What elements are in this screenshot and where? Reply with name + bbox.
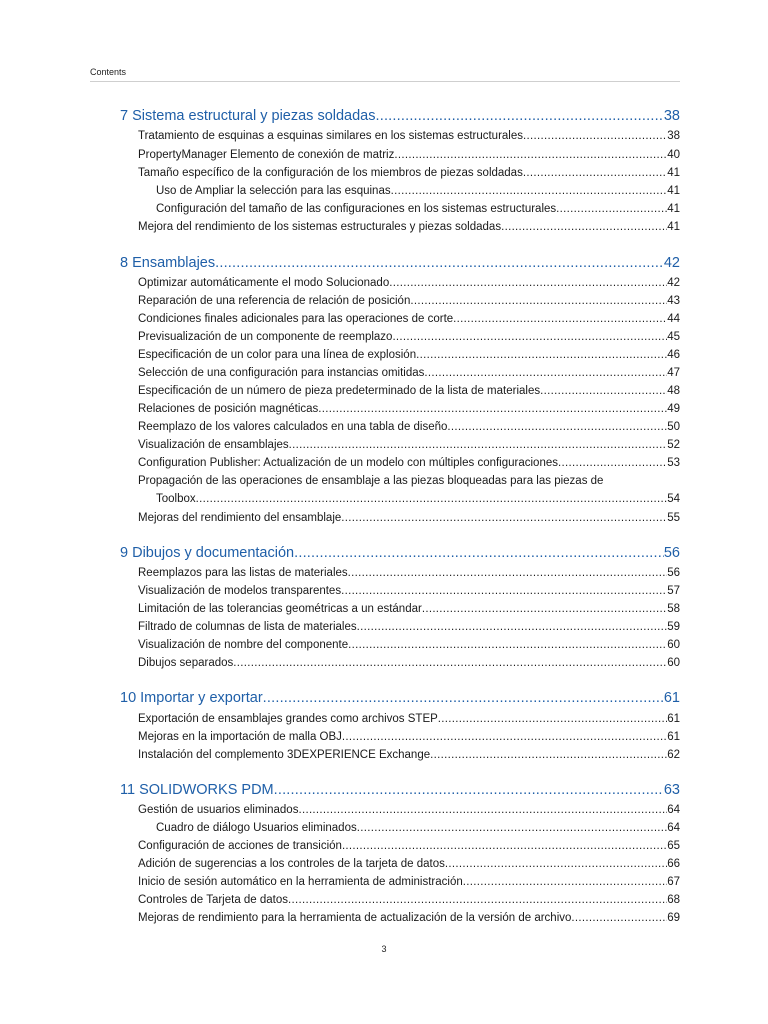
toc-entry[interactable]: Reparación de una referencia de relación de posición ..... 43 — [138, 295, 680, 307]
toc-entry[interactable]: Relaciones de posición magnéticas ..... 49 — [138, 403, 680, 415]
toc-subentry[interactable]: Configuración del tamaño de las configuraciones en los sistemas estructurales ..... 41 — [156, 203, 680, 215]
toc-entry[interactable]: Gestión de usuarios eliminados ..... 64 — [138, 804, 680, 816]
running-header: Contents — [90, 67, 127, 77]
toc-entry[interactable]: PropertyManager Elemento de conexión de matriz ..... 40 — [138, 149, 680, 161]
toc-entry[interactable]: Tamaño específico de la configuración de los miembros de piezas soldadas ..... 41 — [138, 167, 680, 179]
toc-entry[interactable]: Configuración de acciones de transición ..... 65 — [138, 840, 680, 852]
toc-entry[interactable]: Exportación de ensamblajes grandes como archivos STEP ..... 61 — [138, 713, 680, 725]
toc-chapter-8[interactable]: 8 Ensamblajes ..... 42 — [120, 255, 680, 271]
toc-entry[interactable]: Especificación de un número de pieza predeterminado de la lista de materiales ..... 48 — [138, 385, 680, 397]
header-divider — [90, 81, 680, 82]
toc-entry[interactable]: Mejora del rendimiento de los sistemas estructurales y piezas soldadas ..... 41 — [138, 221, 680, 233]
toc-entry[interactable]: Inicio de sesión automático en la herramienta de administración ..... 67 — [138, 876, 680, 888]
toc-entry[interactable]: Dibujos separados ..... 60 — [138, 657, 680, 669]
toc-entry[interactable]: Mejoras del rendimiento del ensamblaje ..... 55 — [138, 512, 680, 524]
toc-entry[interactable]: Reemplazos para las listas de materiales ..... 56 — [138, 567, 680, 579]
toc-entry[interactable]: Limitación de las tolerancias geométricas a un estándar ..... 58 — [138, 603, 680, 615]
toc-entry[interactable]: Optimizar automáticamente el modo Solucionado ..... 42 — [138, 277, 680, 289]
toc-chapter-10[interactable]: 10 Importar y exportar ..... 61 — [120, 690, 680, 706]
toc-entry[interactable]: Toolbox ..... 54 — [156, 493, 680, 505]
toc-subentry[interactable]: Cuadro de diálogo Usuarios eliminados ..... 64 — [156, 822, 680, 834]
toc-entry-wrapped-line[interactable]: Propagación de las operaciones de ensamblaje a las piezas bloqueadas para las piezas de — [138, 475, 604, 487]
toc-entry[interactable]: Tratamiento de esquinas a esquinas similares en los sistemas estructurales ..... 38 — [138, 130, 680, 142]
page-number: 3 — [381, 944, 387, 954]
toc-entry[interactable]: Reemplazo de los valores calculados en una tabla de diseño ..... 50 — [138, 421, 680, 433]
toc-entry[interactable]: Selección de una configuración para instancias omitidas ..... 47 — [138, 367, 680, 379]
toc-entry[interactable]: Mejoras de rendimiento para la herramienta de actualización de la versión de archivo ..... 69 — [138, 912, 680, 924]
toc-entry[interactable]: Controles de Tarjeta de datos ..... 68 — [138, 894, 680, 906]
toc-chapter-7[interactable]: 7 Sistema estructural y piezas soldadas ..... 38 — [120, 108, 680, 124]
toc-entry[interactable]: Previsualización de un componente de reemplazo ..... 45 — [138, 331, 680, 343]
toc-entry[interactable]: Mejoras en la importación de malla OBJ ..... 61 — [138, 731, 680, 743]
toc-entry[interactable]: Visualización de nombre del componente ..... 60 — [138, 639, 680, 651]
toc-entry[interactable]: Visualización de ensamblajes ..... 52 — [138, 439, 680, 451]
toc-subentry[interactable]: Uso de Ampliar la selección para las esquinas ..... 41 — [156, 185, 680, 197]
toc-chapter-11[interactable]: 11 SOLIDWORKS PDM ..... 63 — [120, 782, 680, 798]
toc-entry[interactable]: Especificación de un color para una línea de explosión ..... 46 — [138, 349, 680, 361]
toc-entry[interactable]: Filtrado de columnas de lista de materiales ..... 59 — [138, 621, 680, 633]
toc-entry[interactable]: Condiciones finales adicionales para las operaciones de corte ..... 44 — [138, 313, 680, 325]
toc-entry[interactable]: Configuration Publisher: Actualización de un modelo con múltiples configuraciones ..... 53 — [138, 457, 680, 469]
toc-entry[interactable]: Visualización de modelos transparentes ..... 57 — [138, 585, 680, 597]
toc-entry[interactable]: Instalación del complemento 3DEXPERIENCE Exchange ..... 62 — [138, 749, 680, 761]
toc-chapter-9[interactable]: 9 Dibujos y documentación ..... 56 — [120, 545, 680, 561]
toc-entry[interactable]: Adición de sugerencias a los controles de la tarjeta de datos ..... 66 — [138, 858, 680, 870]
